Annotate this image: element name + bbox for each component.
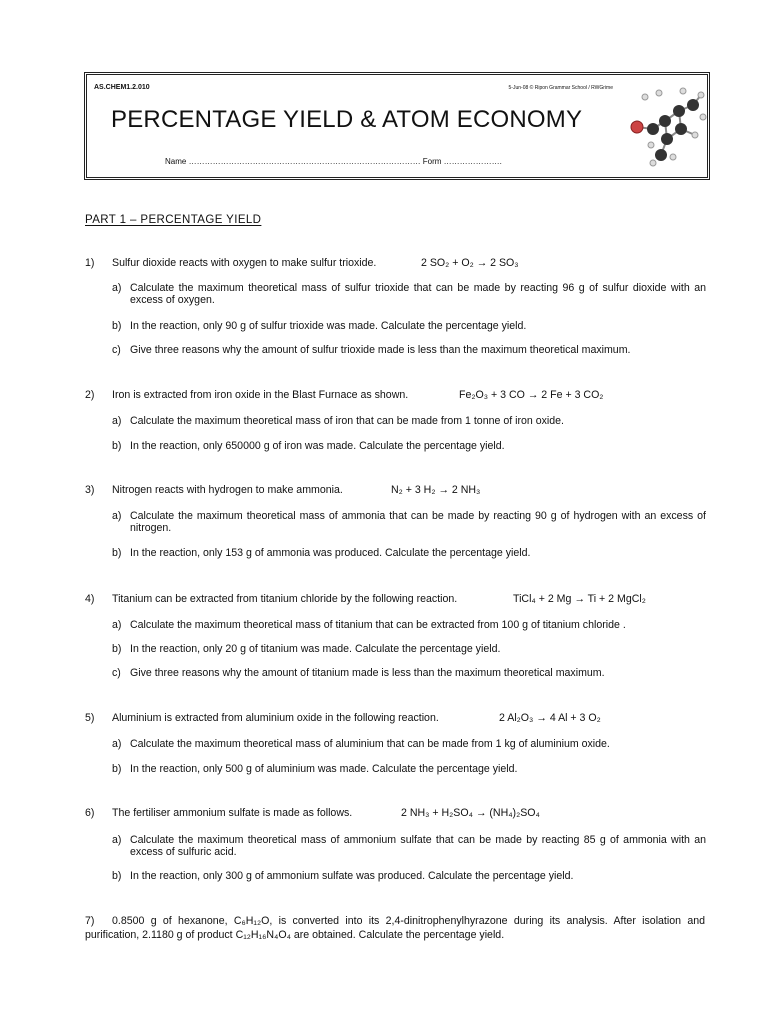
part-text: Calculate the maximum theoretical mass of ammonia that can be made by reacting 90 g of hydrogen with an excess of nitrogen. — [130, 510, 706, 534]
part-text: Calculate the maximum theoretical mass of titanium that can be extracted from 100 g of titanium chloride . — [130, 619, 626, 631]
worksheet-header — [84, 72, 710, 180]
part-text: Calculate the maximum theoretical mass of sulfur trioxide that can be made by reacting 96 g of sulfur dioxide with an excess of oxygen. — [130, 282, 706, 306]
part-text: In the reaction, only 500 g of aluminium was made. Calculate the percentage yield. — [130, 763, 518, 775]
part-letter: b) — [112, 870, 122, 882]
part-letter: a) — [112, 834, 122, 846]
part-text: In the reaction, only 300 g of ammonium sulfate was produced. Calculate the percentage yield. — [130, 870, 574, 882]
question-text: Iron is extracted from iron oxide in the Blast Furnace as shown. — [112, 389, 409, 401]
part-letter: c) — [112, 667, 121, 679]
part-letter: b) — [112, 643, 122, 655]
part-text: Calculate the maximum theoretical mass of aluminium that can be made from 1 kg of aluminium oxide. — [130, 738, 610, 750]
molecule-model-icon — [623, 83, 709, 169]
question-number: 4) — [85, 593, 95, 605]
question-number: 1) — [85, 257, 95, 269]
part-text: In the reaction, only 20 g of titanium was made. Calculate the percentage yield. — [130, 643, 501, 655]
part-letter: a) — [112, 510, 122, 522]
chemical-equation: TiCl₄ + 2 Mg → Ti + 2 MgCl₂ — [513, 593, 646, 605]
part-text: In the reaction, only 153 g of ammonia was produced. Calculate the percentage yield. — [130, 547, 531, 559]
question-text: Nitrogen reacts with hydrogen to make ammonia. — [112, 484, 343, 496]
question-number: 5) — [85, 712, 95, 724]
name-form-field: Name …………………………………………………………………………… Form …………………. — [165, 157, 502, 166]
part-letter: a) — [112, 738, 122, 750]
part-text: In the reaction, only 90 g of sulfur trioxide was made. Calculate the percentage yield. — [130, 320, 527, 332]
question-number: 2) — [85, 389, 95, 401]
page-title: PERCENTAGE YIELD & ATOM ECONOMY — [111, 106, 583, 133]
part-letter: a) — [112, 282, 122, 294]
part-letter: a) — [112, 415, 122, 427]
part-letter: b) — [112, 440, 122, 452]
part-letter: b) — [112, 547, 122, 559]
document-code: AS.CHEM1.2.010 — [94, 84, 150, 91]
chemical-equation: 2 Al₂O₃ → 4 Al + 3 O₂ — [499, 712, 601, 724]
question-text: 0.8500 g of hexanone, C₆H₁₂O, is converted into its 2,4-dinitrophenylhyrazone during its analysis. After isolation and purification, 2.1180 g of product C₁₂H₁₆N₄O₄ are obtained. Calculate the percentage yield. — [85, 915, 705, 941]
date-credit: 5-Jun-08 © Ripon Grammar School / RWGrime — [508, 85, 613, 91]
question-7 — [85, 914, 705, 942]
part-text: Calculate the maximum theoretical mass of ammonium sulfate that can be made by reacting 85 g of ammonia with an excess of sulfuric acid. — [130, 834, 706, 858]
question-number: 7) — [85, 915, 95, 927]
part-text: Give three reasons why the amount of titanium made is less than the maximum theoretical maximum. — [130, 667, 605, 679]
question-number: 3) — [85, 484, 95, 496]
chemical-equation: Fe₂O₃ + 3 CO → 2 Fe + 3 CO₂ — [459, 389, 604, 401]
part-letter: b) — [112, 320, 122, 332]
question-text: Sulfur dioxide reacts with oxygen to make sulfur trioxide. — [112, 257, 377, 269]
part-letter: b) — [112, 763, 122, 775]
part-text: Calculate the maximum theoretical mass of iron that can be made from 1 tonne of iron oxide. — [130, 415, 564, 427]
part-text: In the reaction, only 650000 g of iron was made. Calculate the percentage yield. — [130, 440, 505, 452]
question-text: Titanium can be extracted from titanium chloride by the following reaction. — [112, 593, 458, 605]
part-text: Give three reasons why the amount of sulfur trioxide made is less than the maximum theoretical maximum. — [130, 344, 631, 356]
question-text: Aluminium is extracted from aluminium oxide in the following reaction. — [112, 712, 439, 724]
question-text: The fertiliser ammonium sulfate is made as follows. — [112, 807, 353, 819]
section-heading: PART 1 – PERCENTAGE YIELD — [85, 214, 262, 226]
chemical-equation: N₂ + 3 H₂ → 2 NH₃ — [391, 484, 481, 496]
question-number: 6) — [85, 807, 95, 819]
chemical-equation: 2 NH₃ + H₂SO₄ → (NH₄)₂SO₄ — [401, 807, 540, 819]
part-letter: a) — [112, 619, 122, 631]
part-letter: c) — [112, 344, 121, 356]
chemical-equation: 2 SO₂ + O₂ → 2 SO₃ — [421, 257, 519, 269]
